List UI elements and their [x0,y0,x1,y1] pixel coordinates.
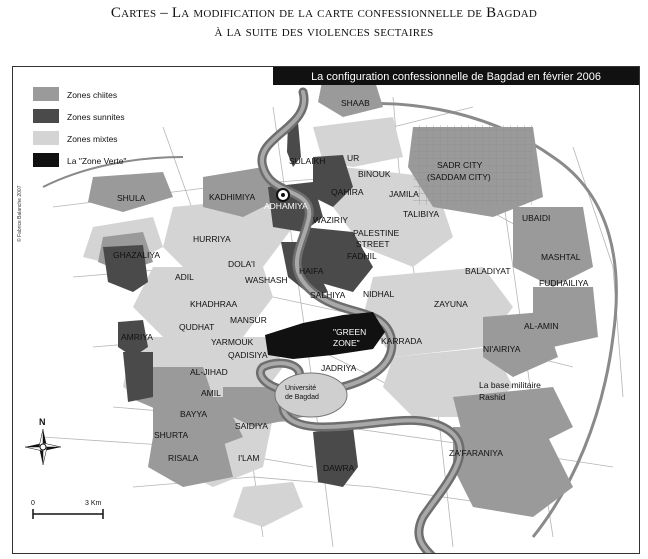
district-label: AL-JIHAD [190,367,228,377]
scale-start-label: 0 [31,500,35,507]
district-label: ADIL [175,272,194,282]
district-label: PALESTINE [353,228,400,238]
legend-swatch-green-zone [33,153,59,167]
district-label: DOLA'I [228,259,256,269]
district-label: NI'AIRIYA [483,344,521,354]
district-label: KARRADA [381,336,423,346]
district-label: BALADIYAT [465,266,511,276]
district-label: JADRIYA [321,363,357,373]
district-label: RISALA [168,453,199,463]
district-label: SHURTA [154,430,189,440]
district-label: SALHIYA [310,290,346,300]
district-label: SAIDIYA [235,421,268,431]
district-label: MASHTAL [541,252,581,262]
district-label: SULAIKH [289,156,326,166]
district-label: WAZIRIY [313,215,349,225]
scale-end-label: 3 Km [85,500,102,507]
district-label: UBAIDI [522,213,551,223]
district-label: QUDHAT [179,322,215,332]
legend [33,87,126,167]
page-title-line1: Cartes – La modification de la carte confessionnelle de Bagdad [110,5,538,21]
district-label: AL-AMIN [524,321,559,331]
district-label: ZA'FARANIYA [449,448,503,458]
district-label: DAWRA [323,463,355,473]
legend-swatch-mixed [33,131,59,145]
district-label: QAHIRA [331,187,364,197]
district-label: ZAYUNA [434,299,468,309]
district-label: de Bagdad [285,394,319,401]
copyright: © Fabrice Balanche 2007 [17,185,23,242]
green-zone [265,312,385,359]
district-label: QADISIYA [228,350,268,360]
district-label: MANSUR [230,315,267,325]
legend-swatch-sunni [33,109,59,123]
district-label: AMRIYA [121,332,153,342]
scale-bar [31,500,103,519]
district-label: (SADDAM CITY) [427,172,491,182]
district-label: AMIL [201,388,221,398]
district-label: BINOUK [358,169,391,179]
district-label: BAYYA [180,409,208,419]
district-label: YARMOUK [211,337,254,347]
district-label: KHADHRAA [190,299,238,309]
district-label: HURRIYA [193,234,231,244]
district-label: WASHASH [245,275,288,285]
page-title-line2: à la suite des violences sectaires [214,24,434,40]
district-label: SADR CITY [437,160,483,170]
legend-label-sunni: Zones sunnites [67,112,125,122]
district-label: NIDHAL [363,289,395,299]
map-frame [12,66,640,554]
district-label: UR [347,153,360,163]
district-label: HAIFA [299,266,324,276]
district-label: ZONE" [333,338,360,348]
district-label: FADHIL [347,251,377,261]
district-label: "GREEN [333,327,367,337]
district-label: FUDHAILIYA [539,278,589,288]
district-label: KADHIMIYA [209,192,256,202]
district-label: TALIBIYA [403,209,440,219]
district-label: ADHAMIYA [264,201,308,211]
legend-swatch-shiite [33,87,59,101]
legend-label-green-zone: La "Zone Verte" [67,156,127,166]
district-label: Rashid [479,392,506,402]
district-label: SHULA [117,193,146,203]
district-label: GHAZALIYA [113,250,161,260]
legend-label-shiite: Zones chiites [67,90,118,100]
baghdad-map [13,67,639,553]
district-label: La base militaire [479,380,541,390]
page-title [0,4,648,42]
compass-icon [25,429,61,465]
compass-north-label: N [39,417,46,427]
district-label: JAMILA [389,189,419,199]
legend-label-mixed: Zones mixtes [67,134,118,144]
district-label: STREET [356,239,390,249]
banner-title: La configuration confessionnelle de Bagdad en février 2006 [311,71,601,83]
district-label: I'LAM [238,453,260,463]
district-label: Université [285,385,317,392]
district-label: SHAAB [341,98,370,108]
